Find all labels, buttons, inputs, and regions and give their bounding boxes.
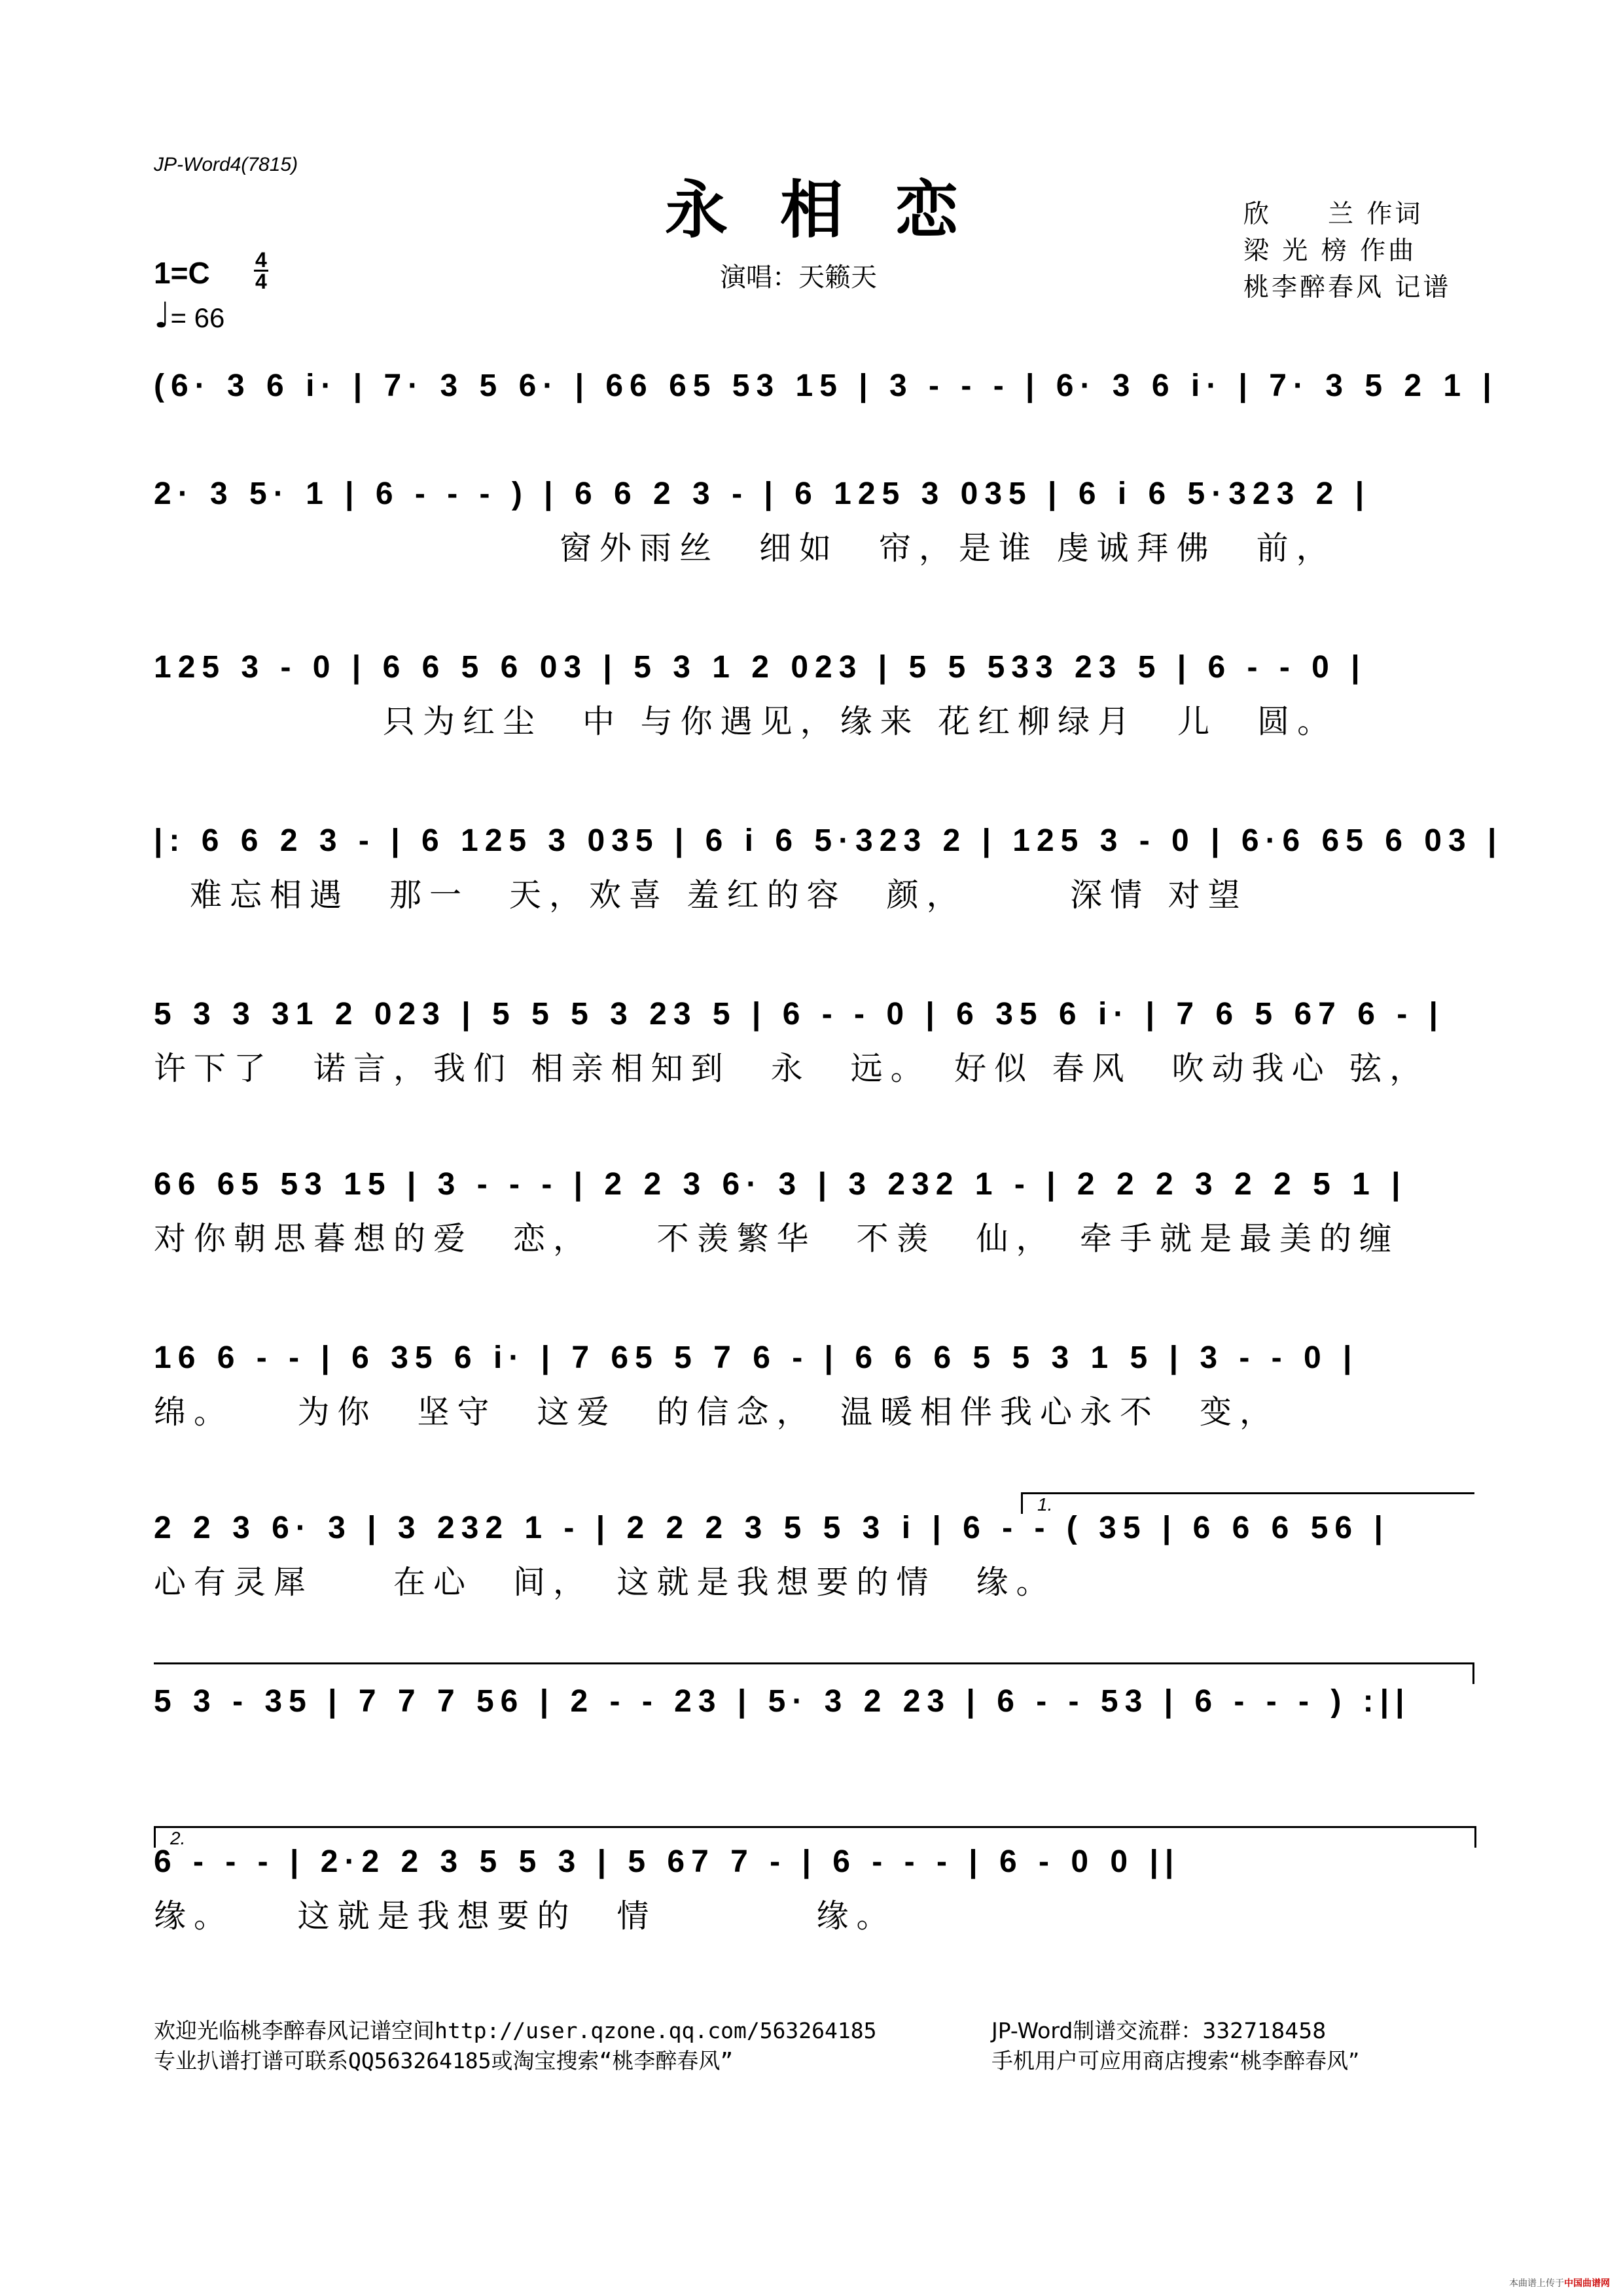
- notation-line: 16 6 - - | 6 35 6 i· | 7 65 5 7 6 - | 6 6 6 5 5 3 1 5 | 3 - - 0 |: [154, 1340, 1359, 1375]
- lyrics-line: [154, 421, 1472, 460]
- footer-app-search: 手机用户可应用商店搜索“桃李醉春风”: [991, 2048, 1360, 2073]
- first-ending-label: 1.: [1037, 1494, 1053, 1515]
- lyrics-line: 绵。 为你 坚守 这爱 的信念， 温暖相伴我心永不 变，: [154, 1393, 1280, 1431]
- score-row-4: [154, 812, 1503, 915]
- quarter-note-icon: ♩: [154, 295, 171, 336]
- score-row-8: [154, 1494, 1472, 1602]
- score-row-3: [154, 638, 1472, 742]
- stamp-prefix: 本曲谱上传于: [1509, 2278, 1564, 2289]
- time-signature: [254, 250, 268, 291]
- tempo-marking: [154, 295, 225, 336]
- stamp-site: 中国曲谱网: [1564, 2278, 1610, 2289]
- footer-right: [991, 2016, 1359, 2076]
- lyrics-line: 难忘相遇 那一 天，欢喜 羞红的容 颜， 深情 对望: [190, 876, 1248, 914]
- footer-group: JP-Word制谱交流群：332718458: [991, 2018, 1327, 2043]
- meter-top: 4: [255, 248, 267, 272]
- score-row-10: [154, 1828, 1472, 1936]
- footer-left: [154, 2016, 877, 2076]
- song-title: 永相恋: [665, 173, 1010, 247]
- notation-line: 125 3 - 0 | 6 6 5 6 03 | 5 3 1 2 023 | 5 5 533 23 5 | 6 - - 0 |: [154, 650, 1366, 685]
- tempo-value: = 66: [170, 302, 225, 333]
- credits-block: [1243, 196, 1451, 306]
- lyrics-line: 只为红尘 中 与你遇见，缘来 花红柳绿月 儿 圆。: [383, 703, 1338, 740]
- notation-line: 5 3 3 31 2 023 | 5 5 5 3 23 5 | 6 - - 0 | 6 35 6 i· | 7 6 5 67 6 - |: [154, 997, 1444, 1031]
- meter-bottom: 4: [255, 270, 267, 293]
- app-tag: JP-Word4(7815): [154, 154, 298, 175]
- footer-website: 欢迎光临桃李醉春风记谱空间http://user.qzone.qq.com/563264185: [154, 2018, 877, 2043]
- score-row-9: [154, 1672, 1472, 1731]
- lyrics-line: 心有灵犀 在心 间， 这就是我想要的情 缘。: [154, 1564, 1056, 1601]
- score-row-1: [154, 357, 1498, 460]
- lyrics-line: 对你朝思暮想的爱 恋， 不羡繁华 不羡 仙， 牵手就是最美的缠: [154, 1220, 1400, 1257]
- notation-line: 66 65 53 15 | 3 - - - | 2 2 3 6· 3 | 3 232 1 - | 2 2 2 3 2 2 5 1 |: [154, 1167, 1407, 1202]
- notation-line: |: 6 6 2 3 - | 6 125 3 035 | 6 i 6 5·323 2 | 125 3 - 0 | 6·6 65 6 03 |: [154, 823, 1503, 858]
- key-signature: 1=C: [154, 256, 210, 290]
- lyrics-line: 缘。 这就是我想要的 情 缘。: [154, 1897, 897, 1935]
- notation-line: 2 2 3 6· 3 | 3 232 1 - | 2 2 2 3 5 5 3 i | 6 - - ( 35 | 6 6 6 56 |: [154, 1511, 1389, 1545]
- notation-line: 2· 3 5· 1 | 6 - - - ) | 6 6 2 3 - | 6 125 3 035 | 6 i 6 5·323 2 |: [154, 476, 1371, 511]
- footer-contact: 专业扒谱打谱可联系QQ563264185或淘宝搜索“桃李醉春风”: [154, 2048, 734, 2073]
- notation-line: 5 3 - 35 | 7 7 7 56 | 2 - - 23 | 5· 3 2 23 | 6 - - 53 | 6 - - - ) :||: [154, 1684, 1411, 1719]
- second-ending-label: 2.: [170, 1828, 186, 1848]
- composer-credit: 梁 光 榜 作曲: [1243, 236, 1417, 266]
- singer-credit: 演唱：天籁天: [720, 262, 877, 293]
- score-row-7: [154, 1329, 1472, 1432]
- notation-line: (6· 3 6 i· | 7· 3 5 6· | 66 65 53 15 | 3 - - - | 6· 3 6 i· | 7· 3 5 2 1 |: [154, 368, 1498, 403]
- score-row-6: [154, 1155, 1472, 1259]
- lyricist-credit: 欣 兰 作词: [1243, 200, 1423, 229]
- notation-line: 6 - - - | 2·2 2 3 5 5 3 | 5 67 7 - | 6 - - - | 6 - 0 0 ||: [154, 1844, 1181, 1879]
- lyrics-line: 许下了 诺言，我们 相亲相知到 永 远。 好似 春风 吹动我心 弦，: [154, 1050, 1430, 1087]
- score-row-2: [154, 465, 1472, 568]
- transcriber-credit: 桃李醉春风 记谱: [1243, 273, 1452, 302]
- lyrics-line: 窗外雨丝 细如 帘，是谁 虔诚拜佛 前，: [560, 529, 1336, 567]
- score-row-5: [154, 985, 1472, 1088]
- upload-stamp: [1509, 2276, 1610, 2289]
